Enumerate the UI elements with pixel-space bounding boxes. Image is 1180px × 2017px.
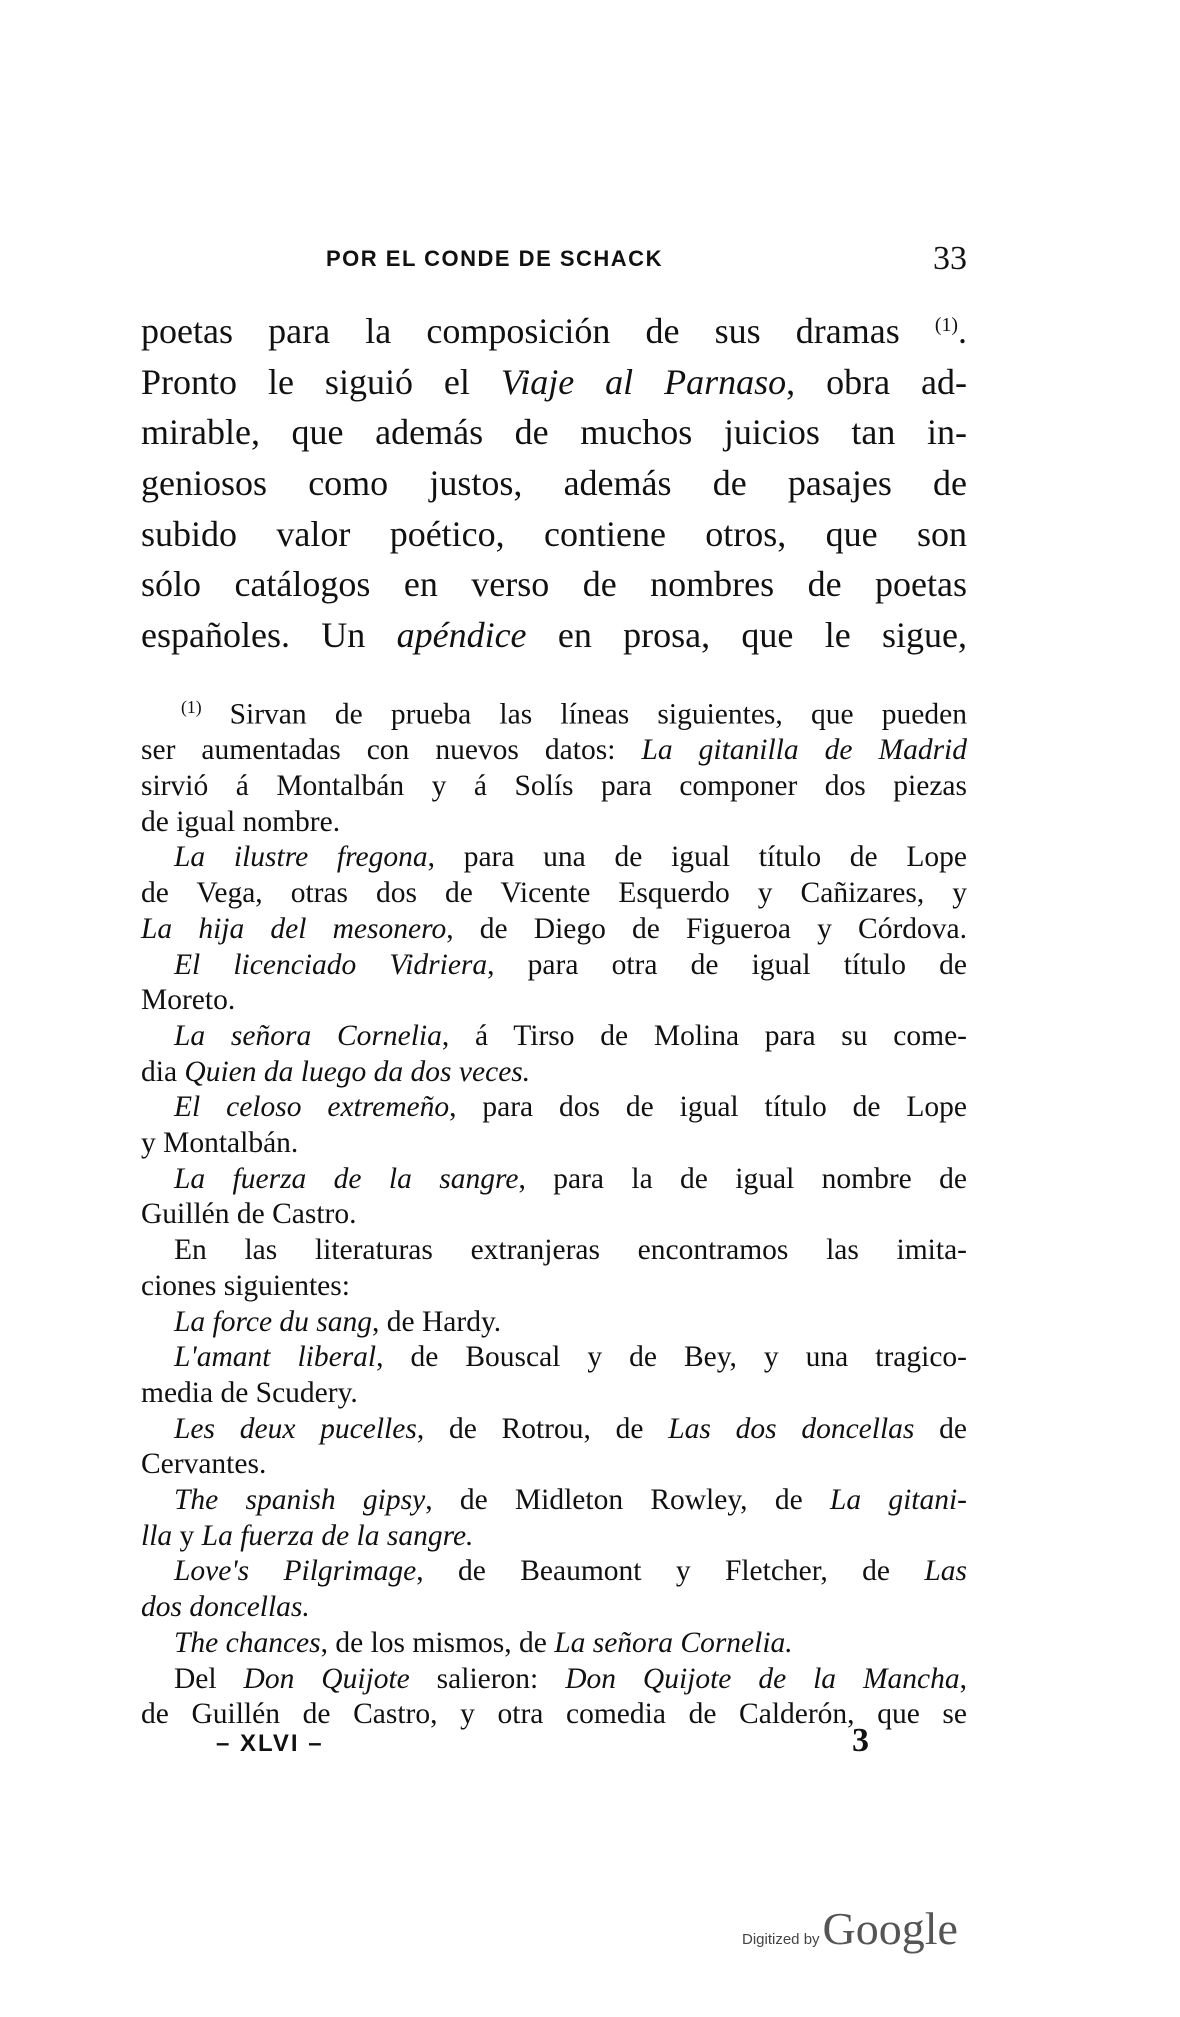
text-line — [141, 407, 967, 458]
text-run: ser aumentadas con nuevos datos: — [141, 734, 642, 767]
italic-title: dos doncellas. — [141, 1591, 310, 1624]
text-line — [141, 690, 967, 733]
text-line — [141, 840, 967, 876]
text-line — [141, 1162, 967, 1198]
italic-title: La force du sang — [174, 1305, 373, 1338]
digitized-by-label: Digitized by — [742, 1931, 820, 1948]
text-run: , para dos de igual título de Lope — [449, 1091, 968, 1124]
text-line — [141, 1233, 967, 1269]
text-line — [141, 1197, 967, 1233]
italic-title: La fuerza de la sangre. — [201, 1519, 474, 1552]
text-run: de igual nombre. — [141, 805, 341, 838]
text-run: Cervantes. — [141, 1448, 267, 1481]
text-run: y — [172, 1519, 202, 1552]
italic-title: Las dos doncellas — [668, 1412, 915, 1445]
text-line — [141, 1483, 967, 1519]
text-run: , de Rotrou, de — [416, 1412, 669, 1445]
text-run: , de Bouscal y de Bey, y una tragico- — [376, 1341, 967, 1374]
footnote — [141, 690, 967, 1733]
text-line — [141, 805, 967, 841]
text-line — [141, 1019, 967, 1055]
text-run: Guillén de Castro. — [141, 1198, 357, 1231]
text-run: , de Diego de Figueroa y Córdova. — [446, 912, 967, 945]
italic-title: Les deux pucelles — [174, 1412, 417, 1445]
text-line — [141, 1697, 967, 1733]
signature-number: 3 — [852, 1722, 869, 1759]
text-line — [141, 1590, 967, 1626]
text-line — [141, 1554, 967, 1590]
text-line — [141, 983, 967, 1019]
text-run: Moreto. — [141, 984, 236, 1017]
text-line — [141, 300, 967, 357]
text-line — [141, 733, 967, 769]
text-run: , para otra de igual título de — [487, 948, 967, 981]
italic-title: La gitani- — [829, 1484, 967, 1517]
body-text — [141, 300, 967, 661]
italic-title: El licenciado Vidriera — [174, 948, 488, 981]
text-run: , — [959, 1662, 968, 1695]
text-run: ciones siguientes: — [141, 1269, 350, 1302]
text-run: españoles. Un — [141, 615, 397, 656]
text-line — [141, 1055, 967, 1091]
italic-title: La señora Cornelia — [174, 1019, 442, 1052]
italic-title: Don Quijote — [243, 1662, 410, 1695]
text-run: Pronto le siguió el — [141, 361, 501, 402]
text-line — [141, 1447, 967, 1483]
text-run: de Guillén de Castro, y otra comedia de Calderón, que se — [141, 1698, 967, 1731]
italic-title: El celoso extremeño — [174, 1091, 450, 1124]
text-run: . — [958, 310, 967, 351]
text-line — [141, 1662, 967, 1698]
text-run: , á Tirso de Molina para su come- — [441, 1019, 967, 1052]
text-run: , de Hardy. — [372, 1305, 502, 1338]
running-head: POR EL CONDE DE SCHACK — [326, 246, 663, 271]
text-run: , obra ad- — [786, 361, 967, 402]
italic-title: La ilustre fregona — [174, 841, 428, 874]
italic-title: L'amant liberal — [174, 1341, 377, 1374]
footnote-marker: (1) — [934, 314, 958, 336]
text-line — [141, 948, 967, 984]
italic-title: Love's Pilgrimage — [174, 1555, 417, 1588]
text-run: , para una de igual título de Lope — [427, 841, 967, 874]
text-run: , para la de igual nombre de — [518, 1162, 968, 1195]
italic-title: La hija del mesonero — [141, 912, 447, 945]
text-run: salieron: — [409, 1662, 566, 1695]
text-line — [141, 1126, 967, 1162]
page-header — [141, 240, 967, 280]
italic-title: Quien da luego da dos veces. — [184, 1055, 531, 1088]
text-run: mirable, que además de muchos juicios tan in- — [141, 412, 967, 453]
text-run: Sirvan de prueba las líneas siguientes, que pueden — [229, 698, 967, 731]
italic-title: Don Quijote de la Mancha — [565, 1662, 960, 1695]
italic-title: The chances — [174, 1626, 321, 1659]
text-line — [141, 509, 967, 560]
text-run: geniosos como justos, además de pasajes de — [141, 462, 967, 503]
text-run: En las literaturas extranjeras encontramos las imita- — [174, 1234, 967, 1267]
italic-title: La fuerza de la sangre — [174, 1162, 519, 1195]
text-line — [141, 769, 967, 805]
italic-title: Viaje al Parnaso — [500, 361, 787, 402]
footnote-marker: (1) — [181, 697, 202, 717]
italic-title: Las — [924, 1555, 968, 1588]
text-line — [141, 1412, 967, 1448]
text-line — [141, 1626, 967, 1662]
text-run: de Vega, otras dos de Vicente Esquerdo y Cañizares, y — [141, 877, 967, 910]
text-run: , de los mismos, de — [320, 1626, 555, 1659]
text-line — [141, 458, 967, 509]
text-line — [141, 1305, 967, 1341]
text-line — [141, 1090, 967, 1126]
google-watermark — [742, 1902, 958, 1955]
text-line — [141, 912, 967, 948]
page-number: 33 — [933, 240, 967, 277]
text-line — [141, 610, 967, 661]
text-run: , de Midleton Rowley, de — [425, 1484, 830, 1517]
signature-mark: – XLVI – — [216, 1730, 324, 1757]
text-run: sirvió á Montalbán y á Solís para componer dos piezas — [141, 770, 967, 803]
text-line — [141, 876, 967, 912]
italic-title: The spanish gipsy — [174, 1484, 426, 1517]
text-line — [141, 1269, 967, 1305]
text-run: poetas para la composición de sus dramas — [141, 310, 935, 351]
text-run: media de Scudery. — [141, 1376, 358, 1409]
text-line — [141, 357, 967, 408]
italic-title: lla — [141, 1519, 173, 1552]
text-line — [141, 1376, 967, 1412]
text-line — [141, 559, 967, 610]
google-logo: Google — [822, 1903, 958, 1954]
text-run: en prosa, que le sigue, — [526, 615, 967, 656]
text-line — [141, 1340, 967, 1376]
text-run: Del — [174, 1662, 244, 1695]
italic-title: apéndice — [396, 615, 527, 656]
text-run: de — [914, 1412, 967, 1445]
text-run: dia — [141, 1055, 185, 1088]
text-run: , de Beaumont y Fletcher, de — [416, 1555, 925, 1588]
text-run: sólo catálogos en verso de nombres de poetas — [141, 564, 967, 605]
text-run: y Montalbán. — [141, 1127, 299, 1160]
italic-title: La señora Cornelia. — [554, 1626, 793, 1659]
text-line — [141, 1519, 967, 1555]
text-run: subido valor poético, contiene otros, que son — [141, 513, 967, 554]
italic-title: La gitanilla de Madrid — [641, 734, 968, 767]
